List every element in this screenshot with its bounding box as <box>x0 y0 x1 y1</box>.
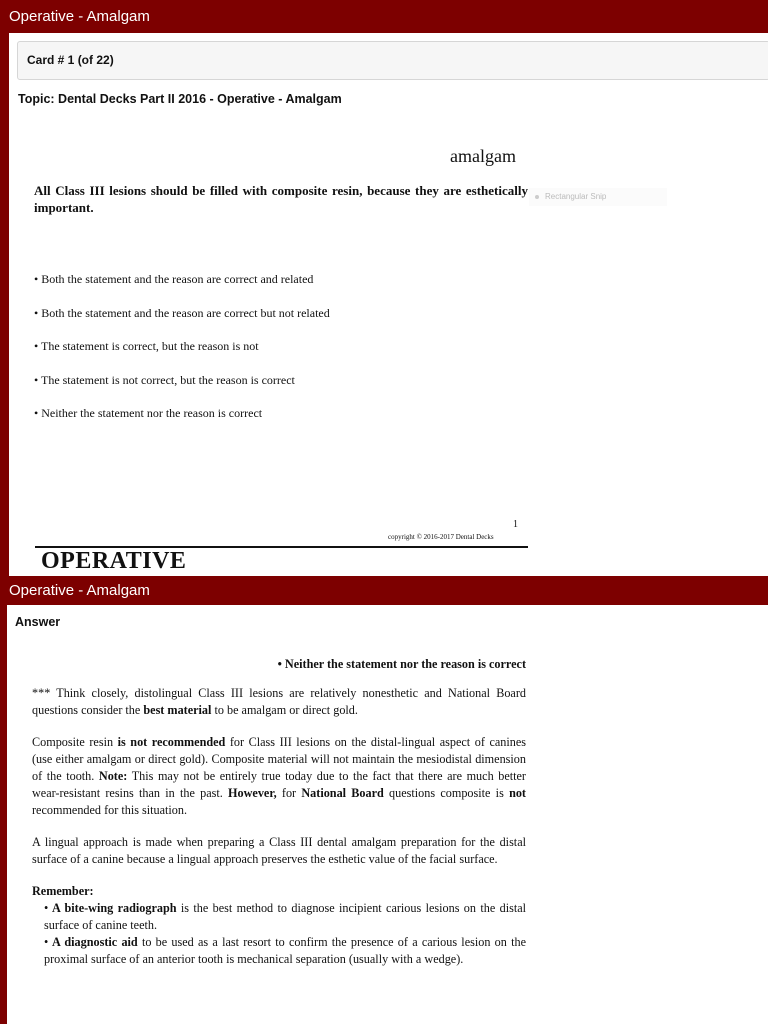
text-run: This may not be entirely true today due to the fact that there are much better wear-resistant resins than in the past. <box>32 769 526 800</box>
answer-paragraph <box>32 734 526 819</box>
remember-list <box>32 900 526 968</box>
text-run: Composite resin <box>32 735 118 749</box>
remember-item <box>44 934 526 968</box>
answer-card-panel <box>0 576 768 1024</box>
text-run: for <box>276 786 302 800</box>
text-run-bold: not <box>509 786 526 800</box>
answer-label: Answer <box>15 615 61 629</box>
answer-paragraph: A lingual approach is made when preparing a Class III dental amalgam preparation for the distal surface of a canine because a lingual approach preserves the esthetic value of the facial surface. <box>32 835 526 866</box>
question-text: All Class III lesions should be filled with composite resin, because they are esthetically important. <box>34 183 528 215</box>
answer-option: • The statement is correct, but the reason is not <box>34 339 259 354</box>
bullet-glyph: • <box>44 935 49 949</box>
deck-word: amalgam <box>450 146 516 166</box>
card-counter: Card # 1 (of 22) <box>17 41 768 80</box>
text-run-bold: is not recommended <box>117 735 226 749</box>
snip-label: Rectangular Snip <box>545 192 607 201</box>
card-header-title: Operative - Amalgam <box>9 582 150 599</box>
text-run: for Class III lesions on the distal-lingual aspect of canines (use either amalgam or direct gold). Composite material will not maintain the mesiodistal dimension of the tooth. <box>32 735 526 783</box>
copyright-text: copyright © 2016-2017 Dental Decks <box>388 533 494 541</box>
answer-options <box>34 272 330 440</box>
card-content <box>9 33 768 576</box>
section-word: OPERATIVE <box>41 548 187 574</box>
text-run-bold: A bite-wing radiograph <box>52 901 177 915</box>
text-run-bold: National Board <box>301 786 384 800</box>
answer-body <box>32 656 526 968</box>
page-number: 1 <box>513 519 518 530</box>
remember-label: Remember: <box>32 884 94 898</box>
answer-paragraph <box>32 685 526 719</box>
text-run: to be used as a last resort to confirm the presence of a carious lesion on the proximal surface of an anterior tooth is mechanical separation (usually with a wedge). <box>44 935 526 966</box>
rectangular-snip-overlay <box>529 188 667 206</box>
text-run: is the best method to diagnose incipient carious lesions on the distal surface of canine teeth. <box>44 901 526 932</box>
text-run-bold: However, <box>228 786 277 800</box>
answer-option: • Neither the statement nor the reason is correct <box>34 406 263 421</box>
bullet-glyph: • <box>44 901 49 915</box>
card-content <box>7 605 768 1024</box>
text-run: questions composite is <box>383 786 510 800</box>
card-header-title: Operative - Amalgam <box>9 8 150 25</box>
answer-heading: • Neither the statement nor the reason is correct <box>277 657 526 671</box>
card-topic: Topic: Dental Decks Part II 2016 - Operative - Amalgam <box>18 92 342 106</box>
answer-option: • The statement is not correct, but the reason is correct <box>34 372 295 387</box>
text-run: *** Think closely, distolingual Class III lesions are relatively nonesthetic and National Board questions consider the <box>32 686 526 717</box>
remember-item <box>44 900 526 934</box>
text-run-bold: Note: <box>98 769 128 783</box>
text-run: to be amalgam or direct gold. <box>211 703 358 717</box>
answer-option: • Both the statement and the reason are correct and related <box>34 272 314 286</box>
text-run-bold: best material <box>143 703 212 717</box>
text-run: recommended for this situation. <box>32 803 188 817</box>
text-run-bold: A diagnostic aid <box>52 935 138 949</box>
answer-option: • Both the statement and the reason are correct but not related <box>34 305 330 320</box>
snip-dot-icon <box>535 195 539 199</box>
